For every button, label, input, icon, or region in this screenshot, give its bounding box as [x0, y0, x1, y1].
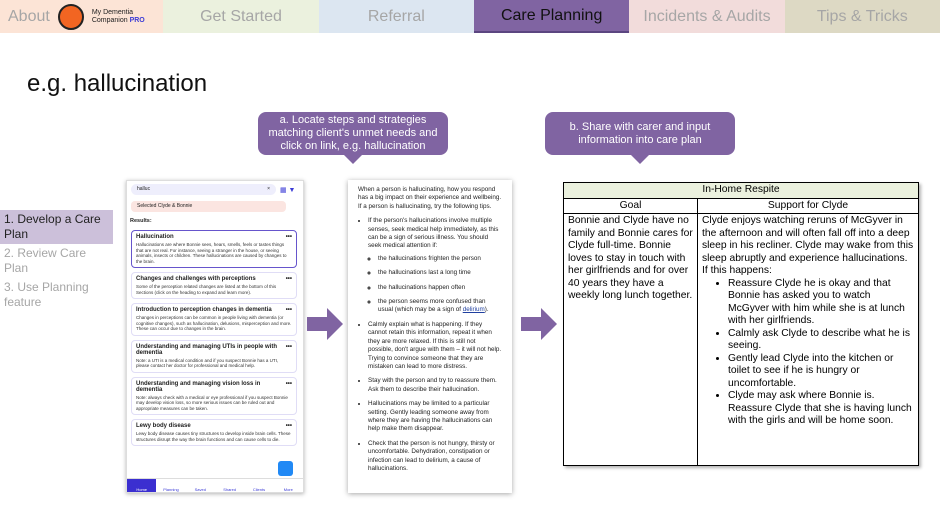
tab-shared[interactable]: Shared	[223, 487, 237, 492]
arrow-right-icon	[307, 308, 343, 340]
more-icon: •••	[285, 234, 292, 240]
search-input[interactable]: halluc ×	[131, 184, 276, 195]
nav-get-started[interactable]: Get Started	[163, 0, 318, 33]
result-card[interactable]: Introduction to perception changes in dementia ••• Changes in perceptions can be common in people living with dementia (or cognitive changes), such as hallucination, delusions, misperception and more. These can occur due to changes in the brain.	[131, 303, 297, 336]
care-plan-table	[563, 182, 919, 466]
step-use-planning[interactable]: 3. Use Planning feature	[4, 280, 89, 309]
clear-icon: ×	[267, 186, 270, 192]
results-label: Results:	[130, 218, 152, 224]
result-card[interactable]: Understanding and managing UTIs in people with dementia ••• Note: a UTI is a medical condition and if you suspect Bonnie has a UTI, please contact her doctor for professional and medical help.	[131, 340, 297, 373]
bottom-tabbar	[127, 478, 303, 492]
steps-list	[0, 210, 113, 312]
tab-more[interactable]: More	[283, 487, 293, 492]
article-intro: When a person is hallucinating, how you respond has a big impact on their experience and wellbeing. If a person is hallucinating, try the following tips.	[358, 186, 502, 210]
step-review[interactable]: 2. Review Care Plan	[4, 246, 87, 275]
arrow-right-icon	[521, 308, 557, 340]
tab-home[interactable]: Home	[127, 479, 156, 492]
support-cell: Clyde enjoys watching reruns of McGyver in the afternoon and will often fall off into a deep sleep in his recliner. Clyde may wake from this sleep abruptly and experience hallucinations. If this happens: • Reassure Clyde he is okay and that Bonnie has asked you to watch McGyver with him while she is at lunch with her girlfriends. • Calmly ask Clyde to describe what he is seeing. • Gently lead Clyde into the kitchen or toilet to see if he is hungry or uncomfortable. • Clyde may ask where Bonnie is. Reassure Clyde that she is having lunch with the girls and will be home soon.	[698, 214, 919, 466]
col-support: Support for Clyde	[698, 198, 919, 214]
nav-about[interactable]	[0, 0, 163, 33]
result-card[interactable]: Understanding and managing vision loss in dementia ••• Note: always check with a medical or eye professional if you suspect Bonnie may develop vision loss, so more serious issues can be ruled out and appropriate measures can be taken.	[131, 377, 297, 416]
col-goal: Goal	[564, 198, 698, 214]
more-icon: •••	[285, 276, 292, 282]
page-title: e.g. hallucination	[27, 70, 208, 97]
nav-care-planning[interactable]: Care Planning	[474, 0, 629, 33]
delirium-link[interactable]: delirium	[462, 306, 485, 314]
callout-b: b. Share with carer and input information into care plan	[545, 112, 735, 155]
callout-a: a. Locate steps and strategies matching client's unmet needs and click on link, e.g. hallucination	[258, 112, 448, 155]
nav-incidents-audits[interactable]: Incidents & Audits	[629, 0, 784, 33]
tab-clients[interactable]: Clients	[252, 487, 266, 492]
client-select[interactable]: Selected Clyde & Bonnie	[131, 201, 286, 212]
table-title: In-Home Respite	[564, 183, 919, 199]
step-develop[interactable]: 1. Develop a Care Plan	[0, 210, 113, 244]
nav-tips-tricks[interactable]: Tips & Tricks	[785, 0, 940, 33]
goal-cell: Bonnie and Clyde have no family and Bonnie cares for Clyde full-time. Bonnie loves to stay in touch with her girlfriends and for over 40 years they have a weekly long lunch together.	[564, 214, 698, 466]
app-screenshot	[126, 180, 304, 493]
more-icon: •••	[285, 380, 292, 387]
tab-planning[interactable]: Planning	[163, 487, 179, 492]
filter-icon[interactable]: ▦ ▼	[280, 186, 296, 194]
result-card[interactable]: Lewy body disease ••• Lewy body disease causes tiny structures to develop inside brain cells. These structures disrupt the way the brain functions and can cause cells to die.	[131, 419, 297, 446]
article-content: When a person is hallucinating, how you respond has a big impact on their experience and wellbeing. If a person is hallucinating, try the following tips. • If the person's hallucinations involve multiple senses, seek medical help immediately, as this can be a sign of serious illness. You should seek medical attention if: ◦ the hallucinations frighten the person ◦ the hallucinations last a long time ◦ the hallucinations happen often ◦ the person seems more confused than usual (which may be a sign of delirium). • Calmly explain what is happening. If they cannot retain this information, repeat it when they are more relaxed. If this is still not possible, don't argue with them – it will not help. Trying to convince someone that they are mistaken can lead to more distress. • Stay with the person and try to reassure them. Ask them to describe their hallucination. • Hallucinations may be limited to a particular setting. Gently leading someone away from where they are having the hallucinations can help make them disappear. • Check that the person is not hungry, thirsty or uncomfortable. Dehydration, constipation or infection can lead to delirium, a cause of hallucinations.	[348, 180, 512, 493]
tab-saved[interactable]: Saved	[194, 487, 206, 492]
chat-button[interactable]	[278, 461, 293, 476]
app-logo-icon	[58, 4, 84, 30]
result-card[interactable]: Hallucination ••• Hallucinations are where Bonnie sees, hears, smells, feels or tastes things that are not real. For instance, seeing a stranger in the house, or seeing animals, insects or children. These hallucinations are caused by changes to the brain.	[131, 230, 297, 268]
more-icon: •••	[285, 343, 292, 350]
more-icon: •••	[285, 423, 292, 429]
nav-referral[interactable]: Referral	[319, 0, 474, 33]
top-nav	[0, 0, 940, 33]
result-card[interactable]: Changes and challenges with perceptions ••• Some of the perception related changes are listed at the bottom of this Sections (click on the heading to expand and learn more).	[131, 272, 297, 299]
about-label: About	[8, 7, 50, 25]
logo-text: My Dementia Companion PRO	[91, 8, 145, 24]
more-icon: •••	[285, 307, 292, 313]
